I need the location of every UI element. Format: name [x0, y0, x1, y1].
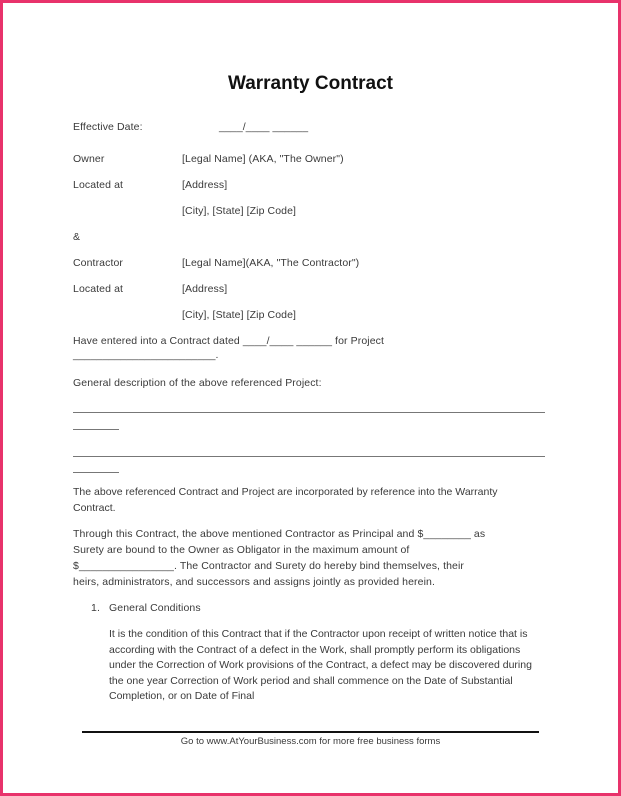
document-title: Warranty Contract [227, 73, 394, 94]
surety-line-4: heirs, administrators, and successors and assigns jointly as provided herein. [73, 576, 435, 588]
project-name-blank: ________________________. [73, 349, 219, 361]
ampersand: & [73, 231, 81, 243]
surety-line-3: $________________. The Contractor and Surety do hereby bind themselves, their [73, 560, 465, 572]
incorporation-paragraph: The above referenced Contract and Project are incorporated by reference into the Warranty Contract. [73, 486, 498, 514]
owner-located-label: Located at [73, 179, 124, 191]
contractor-address: [Address] [182, 283, 228, 295]
owner-name: [Legal Name] (AKA, "The Owner") [182, 153, 344, 165]
contractor-name: [Legal Name](AKA, "The Contractor") [182, 257, 360, 269]
section-number: 1. [91, 602, 100, 614]
surety-line-1: Through this Contract, the above mentioned Contractor as Principal and $________ as [73, 528, 486, 540]
contractor-label: Contractor [73, 257, 124, 269]
contract-dated-line: Have entered into a Contract dated ____/____ ______ for Project [73, 335, 385, 347]
effective-date-value: ____/____ ______ [219, 121, 309, 133]
section-body: It is the condition of this Contract that if the Contractor upon receipt of written notice that is according with the Contract of a defect in the Work, shall promptly perform its obligations under the Correction of Work provisions of the Contract, a defect may be discovered during the one year Correction of Work period and shall commence on the Date of Substantial Completion, or on Date of Final [109, 628, 532, 703]
surety-line-2: Surety are bound to the Owner as Obligator in the maximum amount of [73, 544, 410, 556]
contractor-located-label: Located at [73, 283, 124, 295]
section-title: General Conditions [109, 602, 201, 614]
project-description-label: General description of the above referenced Project: [73, 377, 322, 389]
owner-city-state-zip: [City], [State] [Zip Code] [182, 205, 297, 217]
owner-label: Owner [73, 153, 105, 165]
footer-text: Go to www.AtYourBusiness.com for more free business forms [180, 736, 441, 747]
owner-address: [Address] [182, 179, 228, 191]
contractor-city-state-zip: [City], [State] [Zip Code] [182, 309, 297, 321]
effective-date-label: Effective Date: [73, 121, 143, 133]
